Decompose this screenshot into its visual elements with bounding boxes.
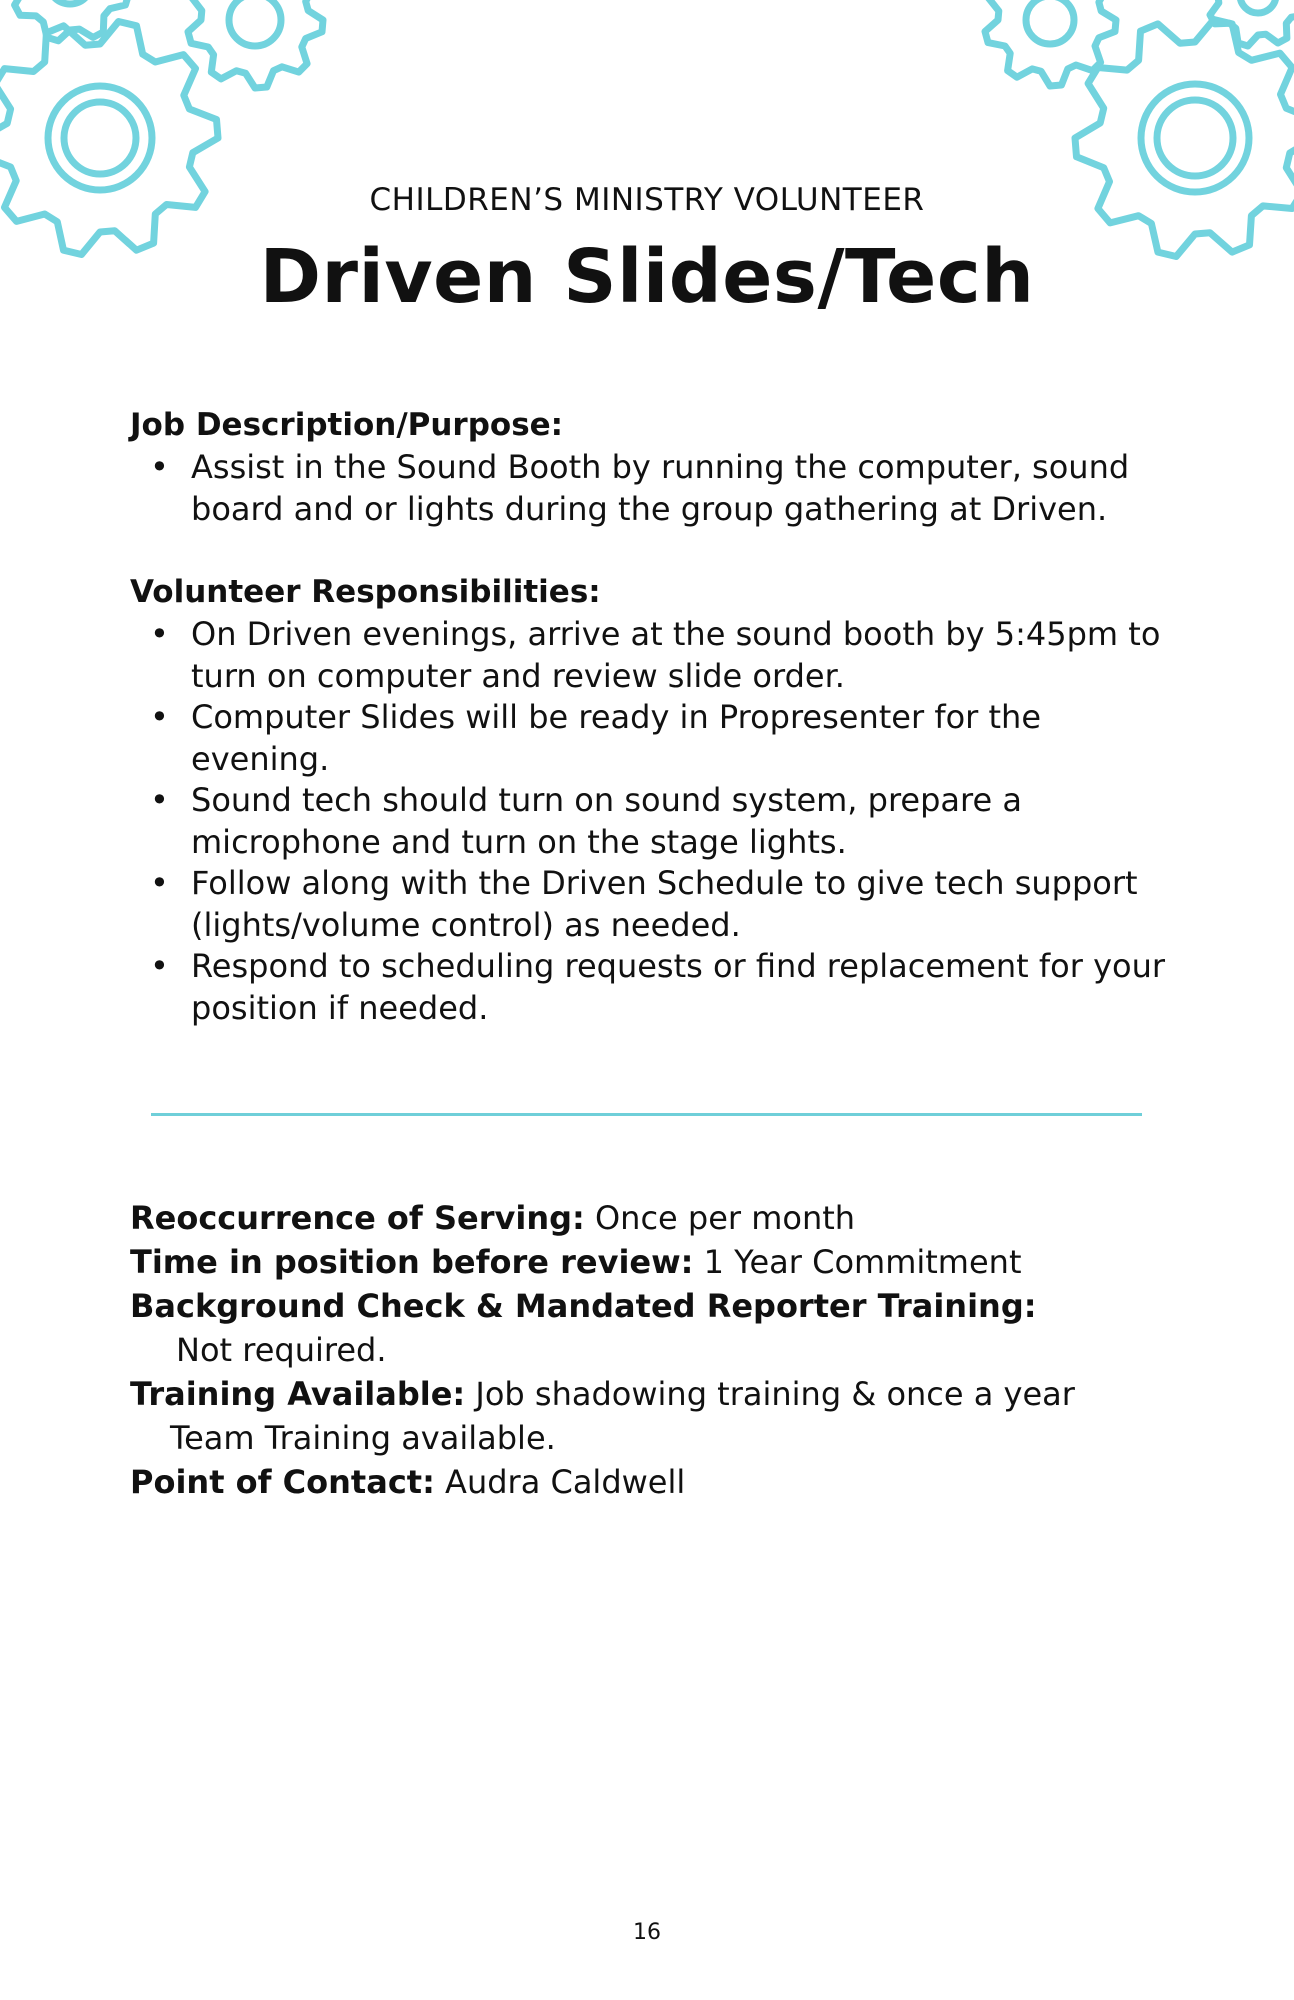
ministry-subtitle: CHILDREN’S MINISTRY VOLUNTEER (369, 182, 925, 218)
reoccurrence-row (130, 1196, 1230, 1240)
gear-icon (11, 0, 129, 41)
list-item: • On Driven evenings, arrive at the sound booth by 5:45pm to turn on computer and review slide order. (130, 614, 1180, 697)
job-description-heading: Job Description/Purpose: (130, 407, 564, 443)
list-item: • Computer Slides will be ready in Propresenter for the evening. (130, 697, 1180, 780)
gear-icon (1207, 0, 1294, 46)
background-label: Background Check & Mandated Reporter Training: (130, 1287, 1037, 1325)
contact-label: Point of Contact: (130, 1463, 435, 1501)
reoccurrence-value: Once per month (594, 1199, 856, 1237)
serving-details (130, 1196, 1230, 1504)
list-item: • Follow along with the Driven Schedule to give tech support (lights/volume control) as needed. (130, 863, 1180, 946)
responsibilities-list (130, 614, 1180, 1029)
training-value-continued: Team Training available. (170, 1419, 556, 1457)
contact-value: Audra Caldwell (445, 1463, 686, 1501)
time-label: Time in position before review: (130, 1243, 694, 1281)
responsibilities-heading: Volunteer Responsibilities: (130, 574, 601, 610)
gear-icon (1075, 20, 1294, 257)
contact-row (130, 1460, 1230, 1504)
job-description-list (130, 447, 1180, 530)
training-value: Job shadowing training & once a year (475, 1375, 1075, 1413)
section-divider (151, 1113, 1142, 1116)
list-item: • Respond to scheduling requests or find replacement for your position if needed. (130, 946, 1180, 1029)
gear-icon (0, 22, 218, 255)
background-row (130, 1284, 1230, 1328)
time-value: 1 Year Commitment (703, 1243, 1022, 1281)
reoccurrence-label: Reoccurrence of Serving: (130, 1199, 585, 1237)
time-row (130, 1240, 1230, 1284)
gear-icon (985, 0, 1116, 86)
page-title: Driven Slides/Tech (259, 234, 1035, 320)
training-label: Training Available: (130, 1375, 466, 1413)
list-item: • Sound tech should turn on sound system, prepare a microphone and turn on the stage lights. (130, 780, 1180, 863)
background-value: Not required. (176, 1331, 387, 1369)
training-row (130, 1372, 1230, 1416)
gear-icon (188, 0, 323, 88)
page-number: 16 (633, 1920, 661, 1945)
list-item: • Assist in the Sound Booth by running the computer, sound board and or lights during the group gathering at Driven. (130, 447, 1180, 530)
